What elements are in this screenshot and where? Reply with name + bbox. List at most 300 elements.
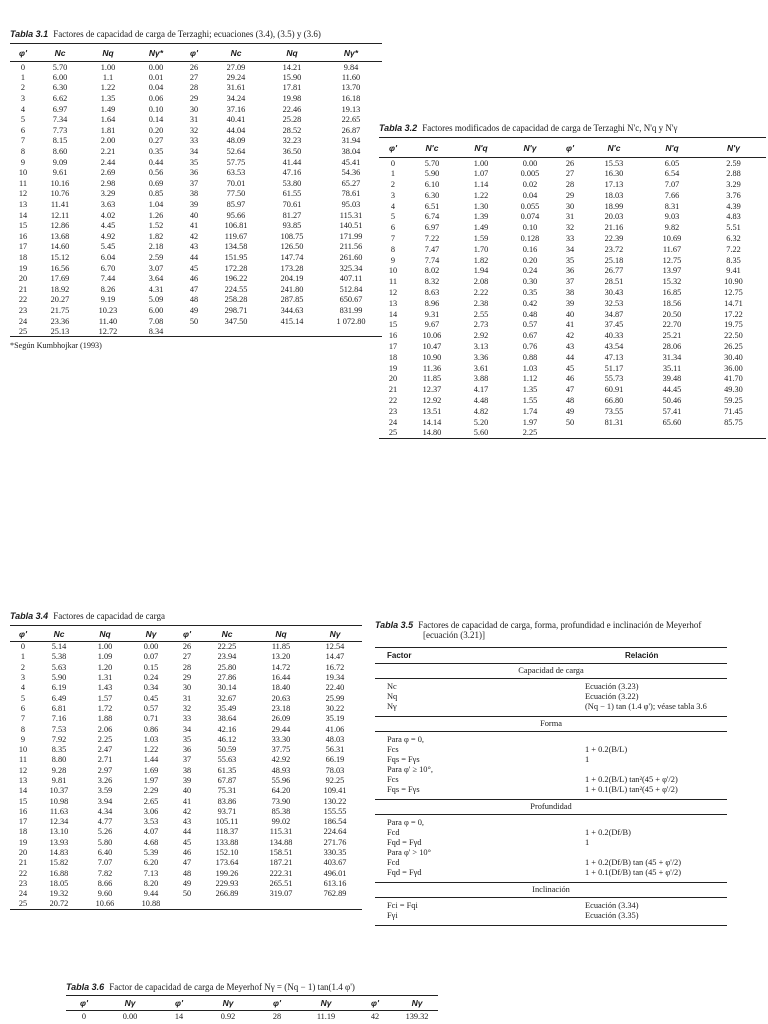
table-cell: 6.40 [97,848,113,858]
table-cell: 5 [390,212,396,222]
table-cell: 10 [18,168,28,178]
table-row [379,417,766,428]
table-row [379,201,766,212]
table-row [379,287,766,298]
column-header: Nc [221,628,233,639]
table-cell: 173.28 [280,263,304,273]
table-cell: 8.80 [51,755,67,765]
table-cell: 24 [388,417,398,427]
table-cell: 17.13 [604,179,624,189]
table-cell: 22.39 [604,233,624,243]
table-cell: 16.44 [271,673,291,683]
table-cell: 29.24 [226,72,246,82]
table-row [379,233,766,244]
table-cell: 2.97 [97,765,113,775]
table-cell: 11 [19,178,27,188]
table-cell: 1.09 [97,652,113,662]
table-cell: 13.20 [271,652,291,662]
table-cell: 15.90 [282,72,302,82]
table-cell: 4.68 [143,837,159,847]
table-cell: 0.42 [522,298,538,308]
table-cell: 22.70 [662,320,682,330]
relation-cell: 1 + 0.2(Df/B) [585,828,631,837]
table-cell: 115.31 [269,827,293,837]
table-row [10,642,362,652]
table-cell: 3.59 [97,786,113,796]
table-cell: 258.28 [224,295,248,305]
table-cell: 130.22 [323,796,347,806]
table-cell: 14.14 [422,417,442,427]
group-profundidad [375,815,727,883]
table-cell: 31.34 [662,352,682,362]
table-row [10,714,362,724]
table-cell: 1 [20,652,26,662]
table-cell: 49.30 [724,385,743,395]
table-cell: 17.22 [724,309,743,319]
table-3-6 [66,982,438,1023]
table-cell: 19 [18,837,28,847]
table-cell: 46 [565,374,575,384]
table-cell: 27.86 [217,673,237,683]
table-cell: 5.45 [100,242,116,252]
table-cell: 0.35 [522,287,538,297]
table-cell: 10.90 [422,352,442,362]
table-cell: 118.37 [215,827,239,837]
table-cell: 21 [18,858,28,868]
table-cell: 49 [565,406,575,416]
table-row [379,298,766,309]
table-cell: 13.70 [341,83,361,93]
relation-row [375,745,727,755]
table-cell: 42 [182,806,192,816]
table-cell: 1.1 [102,72,114,82]
table-cell: 241.80 [280,284,304,294]
table-cell: 14.72 [271,662,291,672]
table-cell: 10.90 [724,277,743,287]
table-cell: 42 [370,1012,380,1022]
table-cell: 78.61 [341,189,361,199]
table-cell: 25.21 [662,331,682,341]
table-cell: 15 [18,796,28,806]
table-cell: 44 [565,352,575,362]
table-cell [308,899,362,909]
table-row [379,352,766,363]
column-header: φ' [79,998,88,1008]
table-cell: 31 [565,212,575,222]
table-cell: 11.36 [422,363,442,373]
table-row [379,244,766,255]
table-cell: 5.51 [726,223,741,233]
table-cell: 64.20 [271,786,291,796]
table-cell: 9 [20,734,26,744]
table-cell: 95.03 [341,200,361,210]
table-cell: 35 [182,734,192,744]
table-cell: 5.90 [51,673,67,683]
table-cell: 18 [18,827,28,837]
table-cell: 2.25 [97,734,113,744]
table-cell: 22.40 [325,683,345,693]
table-cell: 47 [182,858,192,868]
table-cell: 4.45 [100,221,116,231]
table-cell: 30 [565,201,575,211]
table-cell: 13.93 [49,837,69,847]
table-cell: 36.00 [724,363,743,373]
table-cell: 15.12 [50,252,70,262]
relation-row [375,838,727,848]
table-row [10,284,382,295]
table-cell: 347.50 [224,316,248,326]
table-cell: 1.81 [100,125,116,135]
table-cell: 15.32 [662,277,682,287]
table-row [10,263,382,274]
table-row [10,199,382,210]
section-inclinacion: Inclinación [375,883,727,898]
column-header: Nγ [411,998,423,1008]
table-cell: 30.43 [604,287,624,297]
table-cell: 2 [20,83,26,93]
table-cell: 16.88 [49,868,69,878]
table-cell: 50.46 [662,395,682,405]
table-cell [180,326,208,337]
table-cell: 28 [189,83,199,93]
relation-cell [585,735,727,745]
factor-cell: Para φ = 0, [387,735,425,744]
table-cell: 27 [189,72,199,82]
column-header: φ' [388,142,397,153]
table-cell: 33.30 [271,734,291,744]
table-cell: 32 [189,125,199,135]
table-cell: 37 [565,277,575,287]
table-cell: 20.27 [50,295,70,305]
table-cell: 12.86 [50,221,70,231]
table-cell: 9.19 [100,295,116,305]
section-profundidad: Profundidad [375,800,727,815]
table-cell: 4.48 [473,395,489,405]
table-cell: 5.70 [424,158,440,168]
table-cell: 37.75 [271,745,291,755]
table-cell: 20.03 [604,212,624,222]
table-cell: 34.87 [604,309,624,319]
table-cell: 8.02 [424,266,440,276]
table-cell: 11.41 [50,200,70,210]
table-cell: 0.57 [522,320,538,330]
table-cell: 5.80 [97,837,113,847]
table-cell: 10 [18,745,28,755]
table-cell: 3 [390,190,396,200]
table-cell: 0.07 [143,652,159,662]
table-cell: 3.26 [97,776,113,785]
table-cell: 9.82 [664,223,680,233]
table-cell: 7.92 [51,734,67,744]
table-row [66,1011,438,1023]
table-cell: 5.70 [52,62,68,72]
table-cell: 26.87 [341,125,361,135]
table-cell: 1 [390,169,396,179]
table-cell: 14 [18,210,28,220]
table-cell: 0.45 [143,693,159,703]
table-cell: 10.69 [662,233,682,243]
table-row [10,104,382,115]
table-cell: 42 [565,331,575,341]
table-cell: 16 [388,331,398,341]
table-cell: 18.03 [604,190,624,200]
table-row [10,662,362,672]
relation-row [375,692,727,702]
table-cell: 6.20 [143,858,159,868]
table-cell: 30.22 [325,703,345,713]
table-cell: 25 [18,326,28,336]
column-header: φ' [272,998,281,1008]
table-cell: 19.34 [325,673,345,683]
table-cell: 1.72 [97,703,113,713]
table-cell: 0.20 [522,255,538,265]
table-cell: 14.60 [50,242,70,252]
table-cell: 0.04 [522,190,538,200]
table-cell: 6.62 [52,94,68,104]
table-cell: 1.57 [97,693,113,703]
table-cell: 66.80 [604,395,624,405]
table-cell: 34 [182,724,192,734]
table-cell: 4.07 [143,827,159,837]
table-cell: 56.31 [325,745,345,755]
table-cell: 0 [20,642,26,652]
group-capacidad [375,679,727,717]
table-cell: 43 [189,242,199,252]
table-cell: 30.14 [217,683,237,693]
table-row [10,899,362,909]
relation-row [375,775,727,785]
table-cell: 5.39 [143,848,159,858]
table-cell: 1.03 [143,734,159,744]
table-cell: 2.59 [148,252,164,262]
table-cell: 18.40 [271,683,291,693]
factor-cell: Fγi [387,911,398,920]
table-cell: 1.22 [473,190,489,200]
table-cell: 173.64 [215,858,239,868]
table-cell: 8 [20,724,26,734]
table-cell: 17.81 [282,83,302,93]
table-cell: 0.00 [143,642,159,652]
table-cell: 7.66 [664,190,680,200]
relation-row [375,755,727,765]
table-cell: 10.47 [422,341,442,351]
table-cell: 59.25 [724,395,743,405]
table-cell: 19.13 [341,104,361,114]
table-cell: 65.27 [341,178,361,188]
relation-row [375,868,727,878]
table-cell: 26.09 [271,714,291,724]
table-cell: 8.31 [664,201,680,211]
table-cell: 0.15 [143,662,159,672]
table-row [379,363,766,374]
table-cell: 2 [390,179,396,189]
table-cell: 3.63 [100,200,116,210]
table-cell: 9.60 [97,889,113,899]
table-cell: 73.55 [604,406,624,416]
table-cell: 43 [182,817,192,827]
column-header: φ' [565,142,574,153]
table-cell: 2.55 [473,309,489,319]
table-cell: 3.88 [473,374,489,384]
table-cell: 172.28 [224,263,248,273]
table-row [379,309,766,320]
table-cell: 47 [565,385,575,395]
table-cell: 9.61 [52,168,68,178]
table-row [10,242,382,253]
table-cell: 0 [81,1012,87,1022]
table-row [379,265,766,276]
table-cell: 3.13 [473,341,489,351]
table-row [10,189,382,200]
table-row [10,62,382,73]
table-cell: 1.82 [473,255,489,265]
table-row [10,326,382,337]
table-cell: 36.50 [282,147,302,157]
table-cell: 36 [189,168,199,178]
table-cell: 10.23 [98,305,118,315]
table-cell: 73.90 [271,796,291,806]
column-header-relacion: Relación [625,651,659,660]
table-row [10,734,362,744]
table-cell: 36 [565,266,575,276]
table-cell: 3 [20,673,26,683]
table-cell: 1.97 [143,776,159,785]
table-row [10,755,362,765]
column-header: N'γ [523,142,537,153]
table-row [379,276,766,287]
table-3-1-note: *Según Kumbhojkar (1993) [10,341,102,351]
table-cell [254,899,308,909]
table-cell: 10.16 [50,178,70,188]
table-cell: 95.66 [226,210,246,220]
table-cell: 50 [182,889,192,899]
table-cell: 14 [18,786,28,796]
column-header: N'q [665,142,679,153]
table-cell: 3.94 [97,796,113,806]
table-cell: 19 [18,263,28,273]
table-cell: 12.11 [50,210,70,220]
table-cell: 42 [189,231,199,241]
table-cell: 2.08 [473,277,489,287]
relation-cell: Ecuación (3.35) [585,911,639,920]
table-cell: 0.10 [522,223,538,233]
table-cell: 319.07 [269,889,293,899]
table-cell: 8.32 [424,277,440,287]
table-cell: 1.39 [473,212,489,222]
table-cell: 3.53 [143,817,159,827]
table-cell: 26 [565,158,575,168]
table-cell: 34 [565,244,575,254]
table-cell: 29 [189,94,199,104]
table-cell: 63.53 [226,168,246,178]
table-cell: 12.34 [49,817,69,827]
table-cell: 5.26 [97,827,113,837]
table-cell: 9.03 [664,212,680,222]
table-cell: 2.73 [473,320,489,330]
table-cell: 1.44 [143,755,159,765]
relation-cell: 1 + 0.1(B/L) tan²(45 + φ'/2) [585,785,678,794]
table-cell: 287.85 [280,295,304,305]
table-cell: 1.74 [522,406,538,416]
table-cell: 7.22 [424,233,440,243]
table-cell: 109.41 [323,786,347,796]
table-cell: 0.69 [148,178,164,188]
table-cell: 155.55 [323,806,347,816]
table-cell: 26 [189,62,199,72]
table-cell: 27 [182,652,192,662]
table-cell: 0.92 [220,1012,236,1022]
table-cell: 41 [182,796,192,806]
table-cell: 48.09 [226,136,246,146]
table-cell: 39 [565,298,575,308]
table-cell: 2.22 [473,287,489,297]
table-cell: 22.46 [282,104,302,114]
table-cell: 0.10 [148,104,164,114]
table-cell: 1.31 [97,673,113,683]
table-cell: 330.35 [323,848,347,858]
table-cell: 4 [20,104,26,114]
table-cell: 7 [20,714,26,724]
table-cell: 78.03 [325,765,345,775]
table-row [10,93,382,104]
table-cell: 41 [189,221,199,231]
table-row [10,703,362,713]
table-cell: 39 [182,776,192,785]
table-cell: 25.18 [604,255,624,265]
table-cell: 18 [388,352,398,362]
table-cell: 81.31 [604,417,624,427]
table-cell: 42.92 [271,755,291,765]
table-cell [643,427,701,438]
table-cell: 45 [189,263,199,273]
table-cell: 35.19 [325,714,345,724]
table-cell: 0.00 [148,62,164,72]
table-row [10,252,382,263]
table-cell: 15.53 [604,158,624,168]
relation-cell: 1 [585,755,590,764]
table-3-4 [10,611,362,910]
table-cell: 4 [20,683,26,693]
table-cell: 2.44 [100,157,116,167]
table-cell [701,427,766,438]
table-cell: 204.19 [280,274,304,284]
table-cell: 12.54 [325,642,345,652]
table-row [10,744,362,754]
table-cell: 2.38 [473,298,489,308]
table-cell: 22 [18,868,28,878]
table-cell: 8.20 [143,878,159,888]
table-cell: 1 [20,72,26,82]
table-cell: 2.29 [143,786,159,796]
table-cell: 19.75 [724,320,743,330]
table-cell: 55.63 [217,755,237,765]
table-cell: 29 [182,673,192,683]
table-cell: 1.55 [522,395,538,405]
table-cell: 151.95 [224,252,248,262]
table-3-5 [375,647,727,926]
table-cell: 16.72 [325,662,345,672]
table-cell: 2.71 [97,755,113,765]
table-cell: 1.22 [100,83,116,93]
table-cell: 2.69 [100,168,116,178]
table-cell: 28.06 [662,341,682,351]
table-cell: 37.45 [604,320,624,330]
table-cell: 1.49 [100,104,116,114]
table-cell: 0.04 [148,83,164,93]
table-cell: 407.11 [339,274,363,284]
table-cell: 48.03 [325,734,345,744]
table-cell: 25.80 [217,662,237,672]
